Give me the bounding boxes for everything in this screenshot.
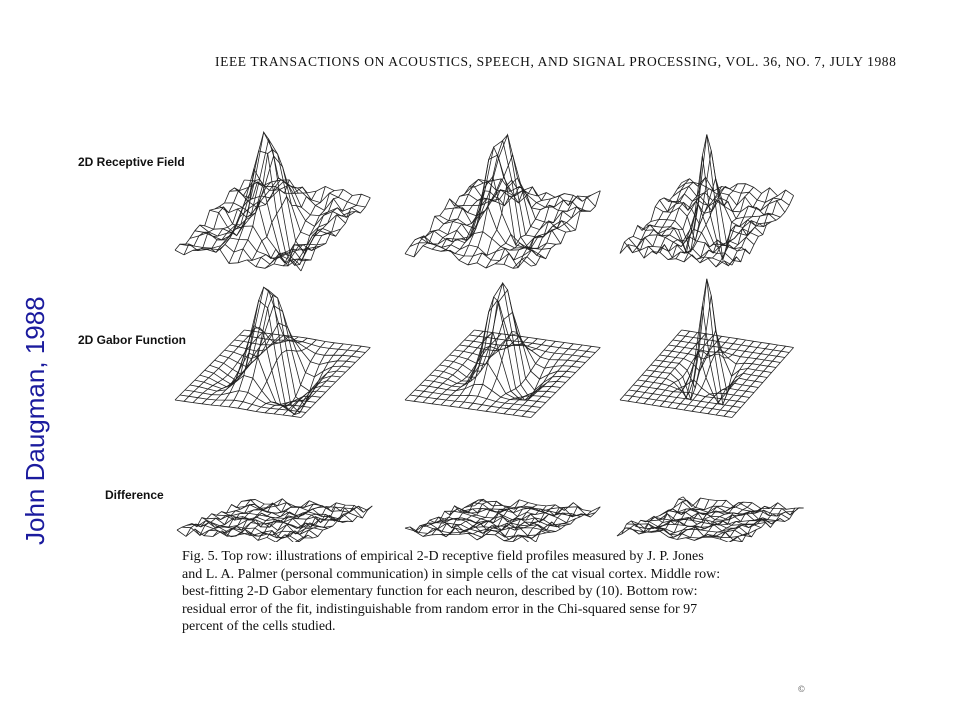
figure-caption [182,548,722,636]
author-credit: John Daugman, 1988 [20,296,50,545]
surface-gabor-3 [615,272,805,437]
surface-diff-1 [172,482,377,542]
surface-rf-3 [615,100,805,275]
row-label-difference: Difference [105,488,164,502]
row-label-gabor-function: 2D Gabor Function [78,333,186,347]
surface-gabor-1 [170,272,380,437]
surface-rf-2 [400,100,610,275]
surface-gabor-2 [400,272,610,437]
row-label-receptive-field: 2D Receptive Field [78,155,185,169]
copyright-mark: © [798,684,805,694]
surface-diff-2 [400,482,605,542]
surface-rf-1 [170,100,380,275]
journal-header: IEEE TRANSACTIONS ON ACOUSTICS, SPEECH, AND SIGNAL PROCESSING, VOL. 36, NO. 7, JULY 1988 [215,54,897,69]
surface-diff-3 [612,482,807,542]
caption-text: Fig. 5. Top row: illustrations of empirical 2-D receptive field profiles measured by J. P. Jones and L. A. Palmer (personal communication) in simple cells of the cat visual cortex. Middle row: best-fitting 2-D Gabor elementary function for each neuron, described by (10). Bottom row: residual error of the fit, indistinguishable from random error in the Chi-squared sense for 97 percent of the cells studied. [182,549,721,635]
